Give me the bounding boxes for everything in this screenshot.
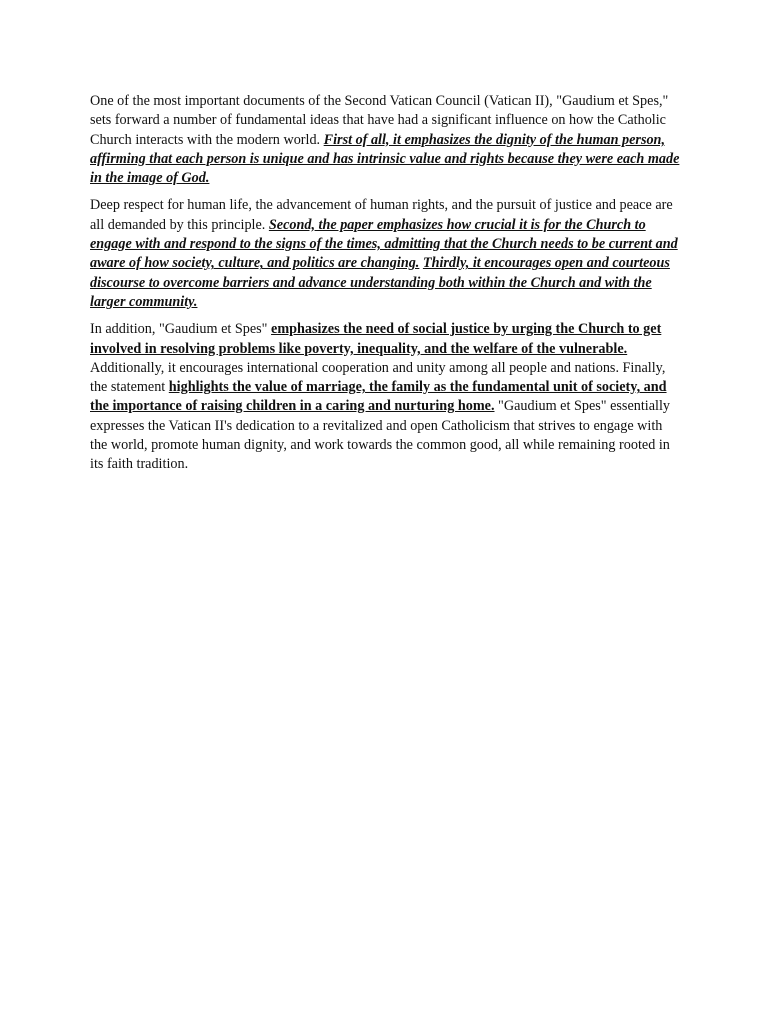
paragraph-2-run-1: Deep respect for human life, the advancement of human rights, and the pursuit of justice and peace are all demanded by this principle.: [90, 197, 673, 233]
paragraph-3-run-3: Additionally, it encourages international cooperation and unity among all people and nations. Finally, the statement: [90, 359, 666, 396]
paragraph-1: [90, 92, 680, 188]
paragraph-2: [90, 196, 680, 312]
paragraph-3-run-1: In addition, "Gaudium et Spes": [90, 321, 272, 338]
paragraph-1-emphasis-dignity: First of all, it emphasizes the dignity of the human person, affirming that each person is unique and has intrinsic value and rights because they were each made in the image of God.: [90, 131, 680, 187]
paragraph-3: [90, 320, 680, 474]
paragraph-2-emphasis-signs-of-times: Second, the paper emphasizes how crucial it is for the Church to engage with and respond to the signs of the times, admitting that the Church needs to be current and aware of how society, culture, and politics are changing.: [90, 216, 678, 272]
paragraph-1-run-1: One of the most important documents of the Second Vatican Council (Vatican II), "Gaudium et Spes," sets forward a number of fundamental ideas that have had a significant influence on how the Catholic Church interacts with the modern world.: [90, 93, 669, 148]
paragraph-3-run-5: "Gaudium et Spes" essentially expresses the Vatican II's dedication to a revitalized and open Catholicism that strives to engage with the world, promote human dignity, and work towards the common good, all while remaining rooted in its faith tradition.: [90, 398, 671, 473]
paragraph-2-emphasis-dialogue: Thirdly, it encourages open and courteous discourse to overcome barriers and advance understanding both within the Church and with the larger community.: [90, 255, 670, 310]
paragraph-3-emphasis-social-justice: emphasizes the need of social justice by urging the Church to get involved in resolving problems like poverty, inequality, and the welfare of the vulnerable.: [90, 321, 662, 357]
paragraph-3-emphasis-family: highlights the value of marriage, the family as the fundamental unit of society, and the importance of raising children in a caring and nurturing home.: [90, 379, 667, 415]
document-body: [90, 92, 680, 483]
